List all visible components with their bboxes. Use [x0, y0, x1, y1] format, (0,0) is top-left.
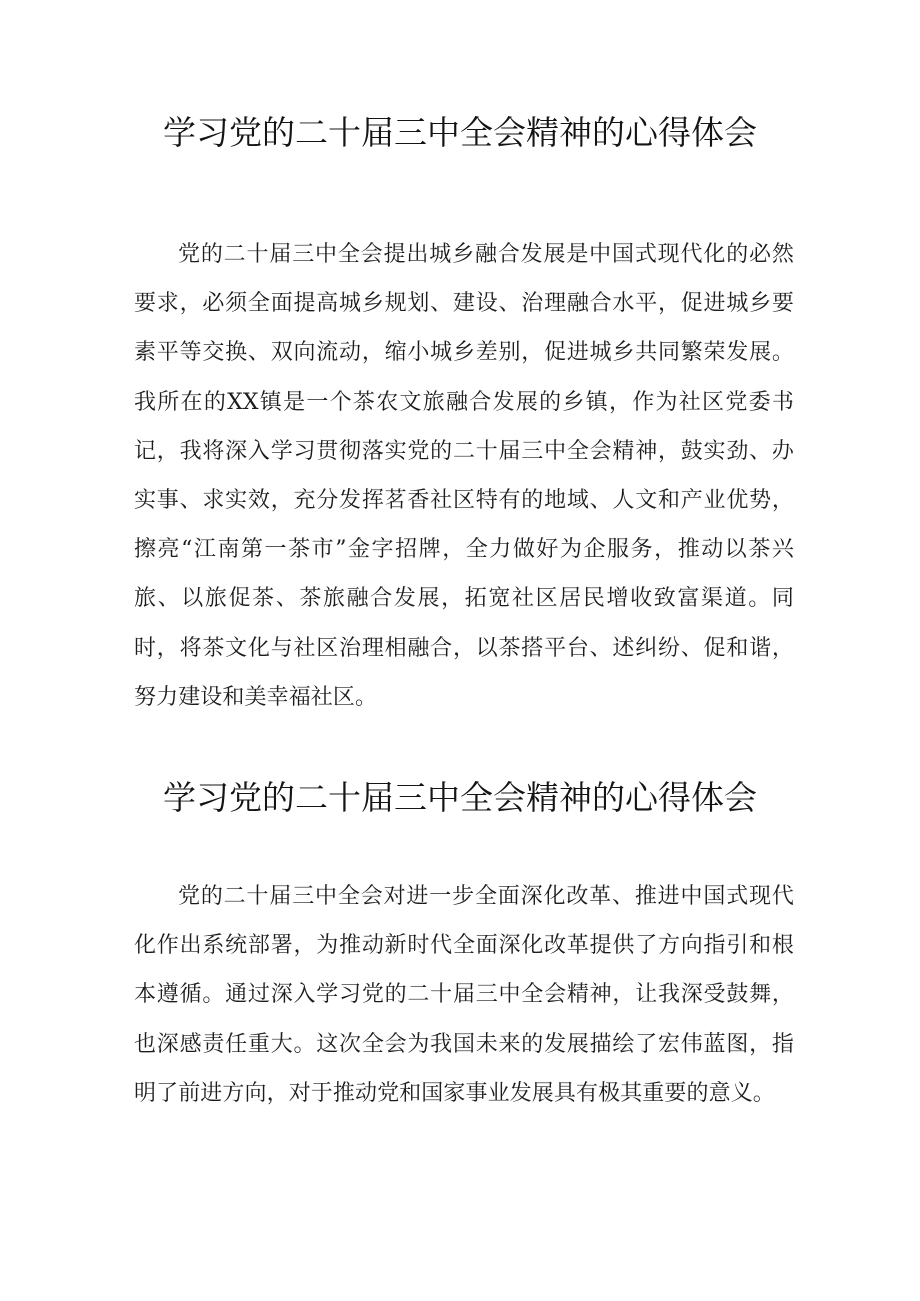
section-2-paragraph: 党的二十届三中全会对进一步全面深化改革、推进中国式现代化作出系统部署，为推动新时代全面深化改革提供了方向指引和根本遵循。通过深入学习党的二十届三中全会精神，让我深受鼓舞，也深感责任重大。这次全会为我国未来的发展描绘了宏伟蓝图，指明了前进方向，对于推动党和国家事业发展具有极其重要的意义。 [134, 884, 794, 1106]
section-1-paragraph: 党的二十届三中全会提出城乡融合发展是中国式现代化的必然要求，必须全面提高城乡规划、建设、治理融合水平，促进城乡要素平等交换、双向流动，缩小城乡差别，促进城乡共同繁荣发展。我所在的XX镇是一个茶农文旅融合发展的乡镇，作为社区党委书记，我将深入学习贯彻落实党的二十届三中全会精神，鼓实劲、办实事、求实效，充分发挥茗香社区特有的地域、人文和产业优势，擦亮“江南第一茶市”金字招牌，全力做好为企服务，推动以茶兴旅、以旅促茶、茶旅融合发展，拓宽社区居民增收致富渠道。同时，将茶文化与社区治理相融合，以茶搭平台、述纠纷、促和谐，努力建设和美幸福社区。 [134, 242, 794, 710]
section-2-title: 学习党的二十届三中全会精神的心得体会 [163, 778, 757, 817]
section-1-title: 学习党的二十届三中全会精神的心得体会 [163, 113, 757, 152]
